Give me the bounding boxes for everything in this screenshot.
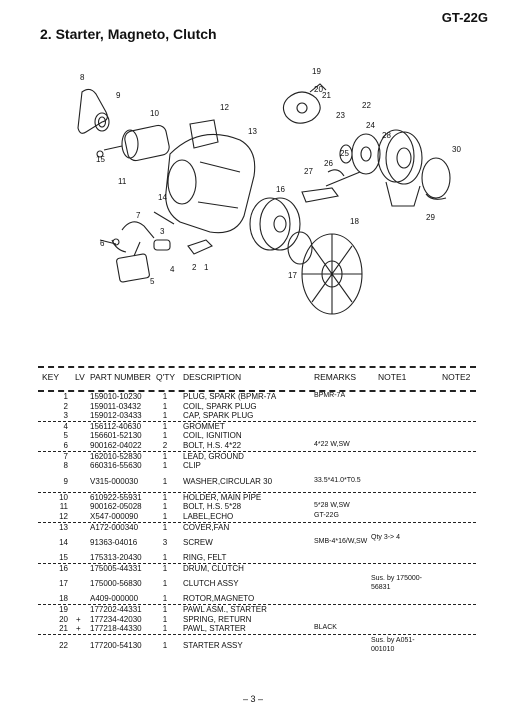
callout-16: 16	[276, 185, 285, 194]
cell-note1: Sus. by A051- 001010	[371, 636, 415, 653]
cell-part: 91363-04016	[90, 538, 138, 548]
cell-qty: 1	[162, 392, 168, 401]
table-row	[38, 624, 476, 634]
cell-desc: PAWL ASM., STARTER	[183, 604, 267, 614]
cell-lv: +	[76, 614, 81, 624]
callout-25: 25	[340, 149, 349, 158]
cell-note1: Qty 3-> 4	[371, 534, 400, 542]
cell-part: 660316-55630	[90, 461, 142, 471]
cell-desc: COIL, SPARK PLUG	[183, 401, 257, 411]
parts-table	[38, 392, 476, 656]
cell-key: 1	[63, 392, 68, 401]
cell-desc: ROTOR,MAGNETO	[183, 594, 255, 604]
table-row	[38, 634, 476, 656]
cell-part: 900162-04022	[90, 440, 142, 450]
cell-desc: SPRING, RETURN	[183, 614, 252, 624]
cell-remarks: GT-22G	[314, 511, 339, 519]
cell-qty: 1	[162, 502, 168, 512]
cell-desc: STARTER ASSY	[183, 640, 243, 650]
table-row	[38, 553, 476, 563]
cell-part: 156112-40630	[90, 421, 142, 431]
cell-qty: 1	[162, 579, 168, 589]
cell-part: 177218-44330	[90, 624, 142, 634]
cell-part: 610922-55931	[90, 492, 142, 502]
callout-19: 19	[312, 67, 321, 76]
cell-part: 175000-56830	[90, 579, 142, 589]
cell-qty: 3	[162, 538, 168, 548]
cell-qty: 1	[162, 411, 168, 421]
cell-key: 13	[59, 522, 68, 532]
cell-qty: 1	[162, 511, 168, 521]
callout-18: 18	[350, 217, 359, 226]
cell-key: 15	[59, 553, 68, 563]
exploded-parts-diagram	[70, 62, 480, 352]
table-top-rule	[38, 366, 476, 368]
cell-key: 21	[59, 624, 68, 634]
cell-remarks: 4*22 W,SW	[314, 440, 350, 448]
cell-part: A409-000000	[90, 594, 139, 604]
cell-qty: 1	[162, 604, 168, 614]
cell-remarks: BLACK	[314, 624, 337, 632]
callout-13: 13	[248, 127, 257, 136]
table-header	[38, 372, 476, 388]
callout-10: 10	[150, 109, 159, 118]
cell-part: 175313-20430	[90, 553, 142, 563]
cell-desc: BOLT, H.S. 5*28	[183, 502, 242, 512]
header-key: KEY	[42, 372, 60, 382]
cell-desc: BOLT, H.S. 4*22	[183, 440, 242, 450]
callout-2: 2	[192, 263, 197, 272]
section-title: 2. Starter, Magneto, Clutch	[40, 26, 217, 42]
cell-qty: 1	[162, 624, 168, 634]
cell-key: 6	[63, 440, 68, 450]
cell-desc: PAWL, STARTER	[183, 624, 246, 634]
header-remarks: REMARKS	[314, 372, 357, 382]
cell-qty: 1	[162, 401, 168, 411]
cell-desc: CAP, SPARK PLUG	[183, 411, 254, 421]
cell-part: 159011-03432	[90, 401, 142, 411]
cell-qty: 1	[162, 476, 168, 486]
callout-8: 8	[80, 73, 85, 82]
table-row	[38, 411, 476, 421]
callout-27: 27	[304, 167, 313, 176]
cell-qty: 1	[162, 640, 168, 650]
callout-4: 4	[170, 265, 175, 274]
cell-qty: 1	[162, 431, 168, 441]
cell-desc: WASHER,CIRCULAR 30	[183, 476, 273, 486]
cell-part: 159012-03433	[90, 411, 142, 421]
callout-28: 28	[382, 131, 391, 140]
cell-qty: 1	[162, 553, 168, 563]
table-row	[38, 441, 476, 451]
table-row	[38, 502, 476, 512]
callout-14: 14	[158, 193, 167, 202]
cell-key: 18	[59, 594, 68, 604]
page-number: – 3 –	[242, 694, 264, 704]
cell-qty: 1	[162, 461, 168, 471]
table-row	[38, 512, 476, 522]
cell-qty: 1	[162, 522, 168, 532]
callout-26: 26	[324, 159, 333, 168]
cell-key: 14	[59, 538, 68, 548]
cell-key: 16	[59, 563, 68, 573]
cell-desc: SCREW	[183, 538, 213, 548]
cell-qty: 1	[162, 563, 168, 573]
cell-key: 22	[59, 640, 68, 650]
cell-lv: +	[76, 624, 81, 634]
cell-remarks: BPMR-7A	[314, 392, 346, 399]
cell-note1: Sus. by 175000- 56831	[371, 575, 422, 592]
callout-5: 5	[150, 277, 155, 286]
callout-23: 23	[336, 111, 345, 120]
cell-part: 156601-52130	[90, 431, 142, 441]
table-row	[38, 421, 476, 432]
cell-part: A172-000340	[90, 522, 139, 532]
cell-desc: PLUG, SPARK (BPMR-7A	[183, 392, 277, 401]
table-row	[38, 461, 476, 471]
cell-key: 2	[63, 401, 68, 411]
callout-17: 17	[288, 271, 297, 280]
table-row	[38, 594, 476, 604]
cell-key: 5	[63, 431, 68, 441]
cell-remarks: SMB-4*16/W,SW	[314, 538, 368, 546]
cell-key: 17	[59, 579, 68, 589]
cell-key: 19	[59, 604, 68, 614]
cell-part: 175005-44331	[90, 563, 142, 573]
cell-key: 8	[63, 461, 68, 471]
cell-part: X547-000090	[90, 511, 139, 521]
table-row	[38, 532, 476, 553]
cell-part: 162010-52830	[90, 451, 142, 461]
callout-30: 30	[452, 145, 461, 154]
cell-desc: HOLDER, MAIN PIPE	[183, 492, 262, 502]
callout-6: 6	[100, 239, 105, 248]
cell-desc: LABEL,ECHO	[183, 511, 234, 521]
table-row	[38, 615, 476, 625]
cell-qty: 1	[162, 451, 168, 461]
cell-part: 900162-05028	[90, 502, 142, 512]
table-row	[38, 604, 476, 615]
callout-3: 3	[160, 227, 165, 236]
cell-qty: 1	[162, 421, 168, 431]
cell-key: 7	[63, 451, 68, 461]
cell-key: 4	[63, 421, 68, 431]
cell-part: 177234-42030	[90, 614, 142, 624]
cell-qty: 2	[162, 440, 168, 450]
callout-1: 1	[204, 263, 209, 272]
cell-desc: RING, FELT	[183, 553, 227, 563]
cell-key: 10	[59, 492, 68, 502]
header-qty: Q'TY	[156, 372, 176, 382]
header-description: DESCRIPTION	[183, 372, 242, 382]
cell-qty: 1	[162, 614, 168, 624]
cell-part: 177200-54130	[90, 640, 142, 650]
table-row	[38, 451, 476, 462]
cell-desc: GROMMET	[183, 421, 225, 431]
table-row	[38, 471, 476, 492]
table-row	[38, 522, 476, 533]
cell-key: 12	[59, 511, 68, 521]
cell-desc: LEAD, GROUND	[183, 451, 244, 461]
cell-desc: DRUM, CLUTCH	[183, 563, 244, 573]
cell-desc: CLIP	[183, 461, 201, 471]
table-row	[38, 392, 476, 402]
cell-qty: 1	[162, 594, 168, 604]
cell-key: 9	[63, 476, 68, 486]
cell-key: 3	[63, 411, 68, 421]
header-lv: LV	[75, 372, 85, 382]
cell-key: 20	[59, 614, 68, 624]
callout-29: 29	[426, 213, 435, 222]
callout-20: 20	[314, 85, 323, 94]
callout-11: 11	[118, 177, 127, 186]
table-row	[38, 402, 476, 412]
callout-22: 22	[362, 101, 371, 110]
cell-key: 11	[59, 502, 68, 512]
table-row	[38, 573, 476, 594]
cell-desc: COVER,FAN	[183, 522, 230, 532]
header-note1: NOTE1	[378, 372, 407, 382]
header-part-number: PART NUMBER	[90, 372, 151, 382]
table-row	[38, 563, 476, 574]
table-row	[38, 431, 476, 441]
callout-24: 24	[366, 121, 375, 130]
cell-remarks: 33.5*41.0*T0.5	[314, 476, 361, 484]
cell-qty: 1	[162, 492, 168, 502]
callout-7: 7	[136, 211, 141, 220]
cell-remarks: 5*28 W,SW	[314, 502, 350, 510]
cell-part: V315-000030	[90, 476, 139, 486]
table-row	[38, 492, 476, 503]
cell-desc: CLUTCH ASSY	[183, 579, 239, 589]
header-note2: NOTE2	[442, 372, 471, 382]
callout-15: 15	[96, 155, 105, 164]
cell-part: 177202-44331	[90, 604, 142, 614]
callout-12: 12	[220, 103, 229, 112]
model-code: GT-22G	[441, 10, 488, 25]
callout-9: 9	[116, 91, 121, 100]
callout-21: 21	[322, 91, 331, 100]
cell-part: 159010-10230	[90, 392, 142, 401]
cell-desc: COIL, IGNITION	[183, 431, 242, 441]
